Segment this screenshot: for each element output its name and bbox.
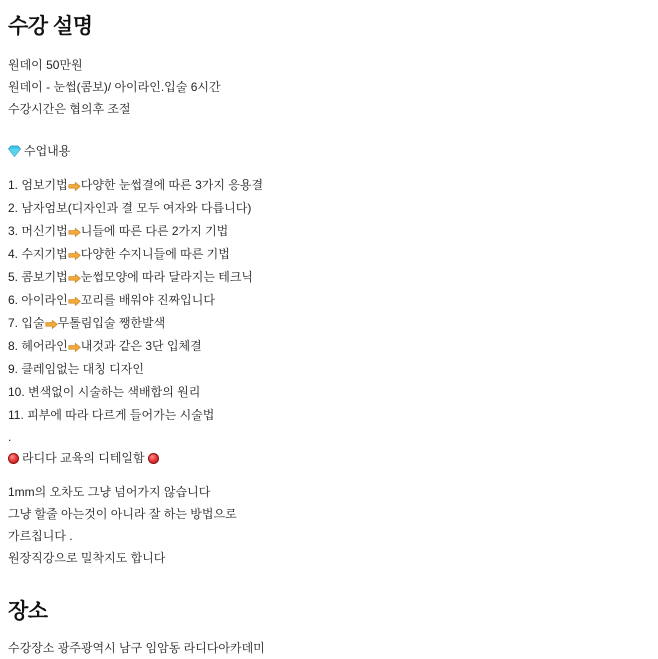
list-item (8, 243, 650, 266)
list-item (8, 266, 650, 289)
list-item-detail: 꼬리를 배워야 진짜입니다 (80, 293, 215, 307)
arrow-icon (68, 181, 81, 192)
list-item-number: 7. (8, 316, 19, 330)
list-item-number: 9. (8, 362, 19, 376)
intro-line: 수강시간은 협의후 조절 (8, 102, 131, 116)
list-item-number: 2. (8, 201, 19, 215)
list-item (8, 404, 650, 427)
list-item-label: 수지기법 (21, 247, 68, 261)
list-item-number: 6. (8, 293, 19, 307)
spacer (8, 162, 650, 174)
list-item-label: 클레임없는 대칭 디자인 (21, 362, 144, 376)
curriculum-heading-label: 수업내용 (24, 144, 71, 158)
gem-icon (8, 145, 21, 157)
list-item-label: 피부에 따라 다르게 들어가는 시술법 (27, 408, 215, 422)
intro-line: 원데이 50만원 (8, 58, 83, 72)
list-item (8, 312, 650, 335)
list-item-label: 남자엄보(디자인과 결 모두 여자와 다릅니다) (21, 201, 252, 215)
list-item-number: 5. (8, 270, 19, 284)
arrow-icon (68, 342, 81, 353)
red-circle-icon (148, 453, 159, 464)
list-item-detail: 니들에 따른 다른 2가지 기법 (80, 224, 229, 238)
page-title: 수강 설명 (8, 15, 93, 38)
list-item-label: 입술 (21, 316, 45, 330)
list-item-detail: 눈썹모양에 따라 달라지는 테크닉 (80, 270, 254, 284)
list-item-number: 8. (8, 339, 19, 353)
arrow-icon (68, 273, 81, 284)
curriculum-list (8, 174, 650, 427)
list-item-label: 헤어라인 (21, 339, 68, 353)
list-item (8, 289, 650, 312)
list-item-number: 1. (8, 178, 19, 192)
list-item (8, 220, 650, 243)
list-item-detail: 무톨림입술 쨍한발색 (57, 316, 166, 330)
list-item-label: 콤보기법 (21, 270, 68, 284)
separator-dot: . (8, 430, 12, 444)
arrow-icon (45, 319, 58, 330)
list-item-label: 변색없이 시술하는 색배합의 원리 (28, 385, 201, 399)
list-item-number: 4. (8, 247, 19, 261)
spacer (8, 469, 650, 481)
list-item-label: 엄보기법 (21, 178, 68, 192)
spacer (8, 569, 650, 589)
red-circle-icon (8, 453, 19, 464)
arrow-icon (68, 250, 81, 261)
list-item (8, 174, 650, 197)
curriculum-heading (8, 140, 650, 162)
detail-heading-label: 라디다 교육의 디테일함 (22, 451, 145, 465)
detail-line: 그냥 할줄 아는것이 아니라 잘 하는 방법으로 (8, 507, 237, 521)
list-item-number: 3. (8, 224, 19, 238)
list-item-number: 10. (8, 385, 25, 399)
detail-line: 가르칩니다 . (8, 529, 73, 543)
detail-heading (8, 447, 650, 469)
detail-line: 1mm의 오차도 그냥 넘어가지 않습니다 (8, 485, 211, 499)
list-item-detail: 다양한 눈썹결에 따른 3가지 응용결 (80, 178, 264, 192)
list-item-label: 아이라인 (21, 293, 68, 307)
place-title: 장소 (8, 600, 48, 623)
arrow-icon (68, 296, 81, 307)
list-item (8, 197, 650, 220)
list-item-detail: 다양한 수지니들에 따른 기법 (80, 247, 230, 261)
list-item (8, 335, 650, 358)
list-item-detail: 내것과 같은 3단 입체결 (80, 339, 202, 353)
arrow-icon (68, 227, 81, 238)
spacer (8, 120, 650, 140)
list-item (8, 358, 650, 381)
list-item-label: 머신기법 (21, 224, 68, 238)
list-item (8, 381, 650, 404)
detail-line: 원장직강으로 밀착지도 합니다 (8, 551, 166, 565)
list-item-number: 11. (8, 408, 24, 422)
intro-line: 원데이 - 눈썹(콤보)/ 아이라인.입술 6시간 (8, 80, 221, 94)
place-line: 수강장소 광주광역시 남구 임암동 라디다아카데미 (8, 641, 265, 655)
